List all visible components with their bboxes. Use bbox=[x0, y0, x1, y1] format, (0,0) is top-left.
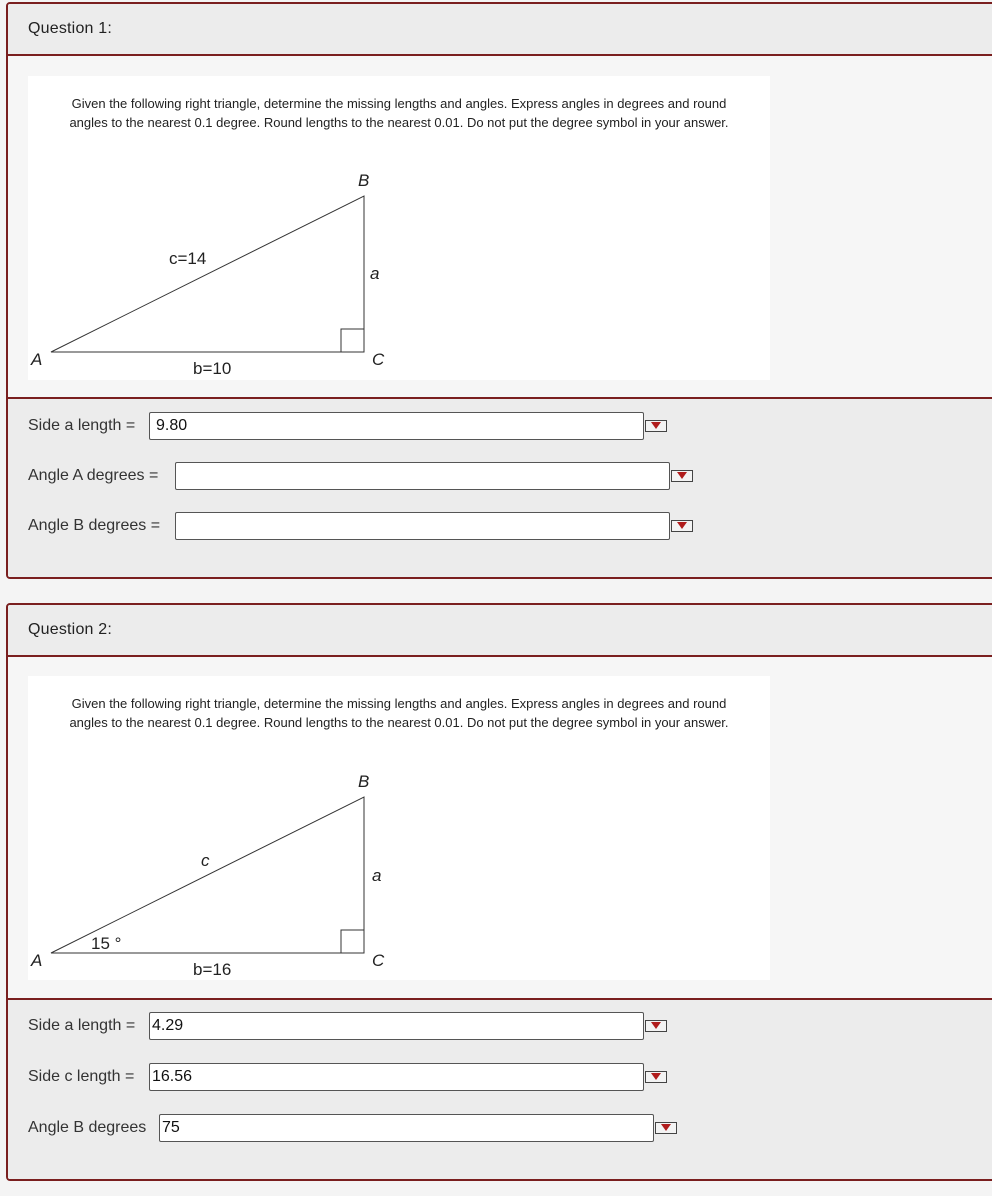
hypotenuse-label: c bbox=[201, 851, 210, 870]
question-1-answers bbox=[8, 397, 992, 577]
angle-a-label: 15 ° bbox=[91, 934, 122, 953]
prompt-line-2: angles to the nearest 0.1 degree. Round lengths to the nearest 0.01. Do not put the degree symbol in your answer. bbox=[69, 715, 729, 730]
vertex-a-label: A bbox=[31, 951, 43, 970]
angle-b-degrees-label: Angle B degrees = bbox=[28, 517, 161, 534]
side-a-label: a bbox=[370, 264, 380, 283]
base-label: b=16 bbox=[193, 960, 232, 979]
prompt-line-1: Given the following right triangle, determine the missing lengths and angles. Express angles in degrees and round bbox=[71, 96, 727, 111]
prompt-line-2: angles to the nearest 0.1 degree. Round lengths to the nearest 0.01. Do not put the degree symbol in your answer. bbox=[69, 115, 729, 130]
base-label: b=10 bbox=[193, 359, 232, 378]
triangle-shape bbox=[51, 797, 364, 953]
vertex-b-label: B bbox=[358, 171, 370, 190]
angle-b-degrees-label: Angle B degrees bbox=[28, 1119, 147, 1136]
side-c-length-label: Side c length = bbox=[28, 1068, 135, 1085]
question-1-title: Question 1: bbox=[28, 20, 113, 37]
side-a-length-label: Side a length = bbox=[28, 417, 136, 434]
question-2-answers bbox=[8, 998, 992, 1179]
side-a-label: a bbox=[372, 866, 382, 885]
right-angle-marker bbox=[341, 329, 364, 352]
right-angle-marker bbox=[341, 930, 364, 953]
vertex-b-label: B bbox=[358, 772, 370, 791]
question-2-panel bbox=[28, 676, 770, 980]
side-a-dropdown-icon[interactable] bbox=[645, 420, 667, 432]
question-1-panel bbox=[28, 76, 770, 380]
side-a-dropdown-icon[interactable] bbox=[645, 1020, 667, 1032]
question-1-card bbox=[6, 2, 992, 579]
question-2-body bbox=[8, 657, 992, 1000]
angle-b-dropdown-icon[interactable] bbox=[671, 520, 693, 532]
angle-a-dropdown-icon[interactable] bbox=[671, 470, 693, 482]
angle-b-dropdown-icon[interactable] bbox=[655, 1122, 677, 1134]
angle-a-degrees-input[interactable] bbox=[175, 462, 670, 490]
question-1-header bbox=[8, 4, 992, 56]
question-2-header bbox=[8, 605, 992, 657]
triangle-figure bbox=[28, 76, 770, 380]
prompt-line-1: Given the following right triangle, determine the missing lengths and angles. Express angles in degrees and round bbox=[71, 696, 727, 711]
side-c-dropdown-icon[interactable] bbox=[645, 1071, 667, 1083]
vertex-a-label: A bbox=[31, 350, 43, 369]
angle-b-degrees-input[interactable] bbox=[159, 1114, 654, 1142]
angle-a-degrees-label: Angle A degrees = bbox=[28, 467, 159, 484]
vertex-c-label: C bbox=[372, 951, 385, 970]
angle-b-degrees-input[interactable] bbox=[175, 512, 670, 540]
triangle-figure bbox=[28, 676, 770, 980]
vertex-c-label: C bbox=[372, 350, 385, 369]
side-a-length-input[interactable] bbox=[149, 412, 644, 440]
side-a-length-label: Side a length = bbox=[28, 1017, 136, 1034]
question-2-card bbox=[6, 603, 992, 1181]
side-a-length-input[interactable] bbox=[149, 1012, 644, 1040]
side-c-length-input[interactable] bbox=[149, 1063, 644, 1091]
question-2-title: Question 2: bbox=[28, 621, 113, 638]
triangle-shape bbox=[51, 196, 364, 352]
hypotenuse-label: c=14 bbox=[169, 249, 207, 268]
question-1-body bbox=[8, 56, 992, 399]
